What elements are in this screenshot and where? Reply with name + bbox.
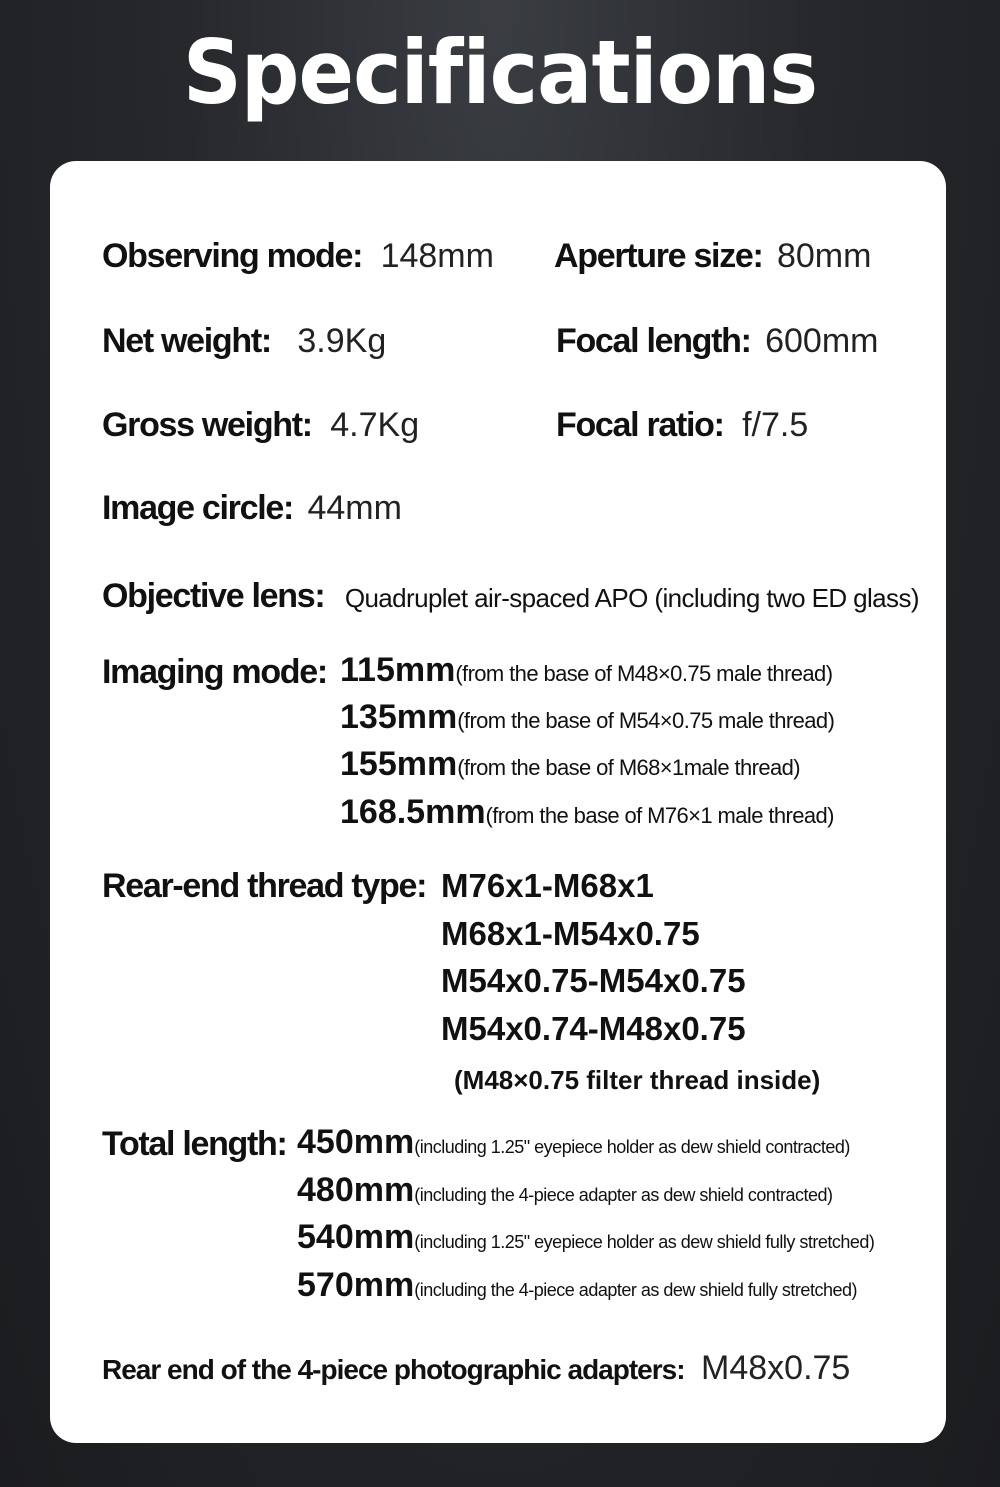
imaging-mode-entry — [340, 793, 834, 832]
spec-value: f/7.5 — [742, 406, 809, 444]
spec-label: Focal length: — [556, 322, 751, 360]
rear-thread-entry — [441, 867, 654, 905]
spec-aperture-size — [554, 237, 871, 276]
imaging-value: 135mm — [340, 698, 458, 736]
length-value: 570mm — [297, 1266, 415, 1304]
spec-value: 3.9Kg — [297, 322, 387, 360]
spec-focal-ratio — [556, 406, 808, 445]
length-value: 480mm — [297, 1171, 415, 1209]
spec-value: M48x0.75 — [701, 1349, 851, 1387]
spec-objective-lens — [102, 577, 919, 616]
spec-label: Imaging mode: — [102, 653, 327, 691]
spec-value: 4.7Kg — [330, 406, 420, 444]
length-value: 450mm — [297, 1123, 415, 1161]
imaging-note: (from the base of M48×0.75 male thread) — [455, 661, 833, 686]
total-length-label — [102, 1125, 287, 1164]
rear-thread-entry — [441, 915, 700, 953]
spec-card — [50, 161, 946, 1443]
spec-observing-mode — [102, 237, 494, 276]
spec-label: Image circle: — [102, 489, 293, 527]
imaging-mode-entry — [340, 651, 832, 690]
thread-value: M76x1-M68x1 — [441, 867, 654, 904]
imaging-value: 168.5mm — [340, 793, 486, 831]
rear-thread-label — [102, 867, 426, 906]
imaging-value: 155mm — [340, 745, 458, 783]
total-length-entry — [297, 1171, 832, 1210]
total-length-entry — [297, 1266, 857, 1305]
spec-label: Rear-end thread type: — [102, 867, 427, 905]
spec-value: 600mm — [765, 322, 879, 360]
length-note: (including the 4-piece adapter as dew shield contracted) — [414, 1185, 833, 1205]
length-note: (including the 4-piece adapter as dew shield fully stretched) — [414, 1280, 857, 1300]
spec-value: 80mm — [776, 237, 872, 275]
imaging-value: 115mm — [340, 651, 456, 689]
spec-label: Rear end of the 4-piece photographic adapters: — [102, 1354, 685, 1385]
length-note: (including 1.25" eyepiece holder as dew shield fully stretched) — [414, 1232, 875, 1252]
spec-label: Observing mode: — [102, 237, 363, 275]
rear-thread-note — [454, 1065, 820, 1096]
spec-rear-adapter — [102, 1349, 850, 1388]
page-title: Specifications — [182, 21, 818, 124]
spec-label: Objective lens: — [102, 577, 325, 615]
spec-label: Net weight: — [102, 322, 271, 360]
length-note: (including 1.25" eyepiece holder as dew shield contracted) — [414, 1137, 850, 1157]
rear-thread-entry — [441, 962, 746, 1000]
spec-value: 44mm — [307, 489, 402, 527]
thread-value: M54x0.74-M48x0.75 — [441, 1010, 746, 1047]
thread-note: (M48×0.75 filter thread inside) — [454, 1065, 821, 1095]
imaging-mode-label — [102, 653, 327, 692]
spec-label: Gross weight: — [102, 406, 312, 444]
imaging-note: (from the base of M76×1 male thread) — [485, 803, 834, 828]
spec-label: Aperture size: — [554, 237, 763, 275]
spec-value: Quadruplet air-spaced APO (including two ED glass) — [344, 583, 919, 613]
total-length-entry — [297, 1123, 850, 1162]
imaging-mode-entry — [340, 745, 800, 784]
imaging-note: (from the base of M68×1male thread) — [457, 755, 800, 780]
spec-focal-length — [556, 322, 878, 361]
spec-net-weight — [102, 322, 386, 361]
length-value: 540mm — [297, 1218, 415, 1256]
spec-image-circle — [102, 489, 402, 528]
thread-value: M54x0.75-M54x0.75 — [441, 962, 746, 999]
imaging-note: (from the base of M54×0.75 male thread) — [457, 708, 835, 733]
thread-value: M68x1-M54x0.75 — [441, 915, 700, 952]
total-length-entry — [297, 1218, 874, 1257]
spec-gross-weight — [102, 406, 419, 445]
spec-label: Focal ratio: — [556, 406, 724, 444]
spec-value: 148mm — [380, 237, 494, 275]
rear-thread-entry — [441, 1010, 746, 1048]
spec-label: Total length: — [102, 1125, 287, 1163]
imaging-mode-entry — [340, 698, 834, 737]
